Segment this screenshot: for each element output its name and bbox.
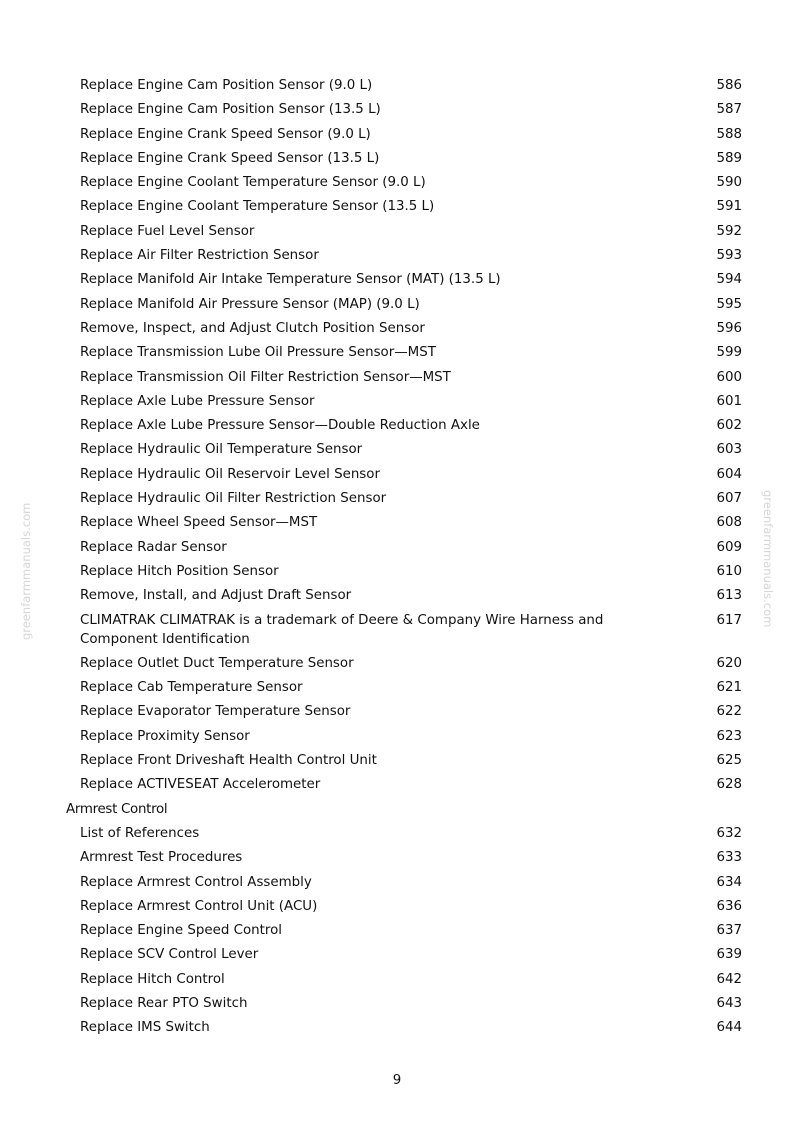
toc-entry[interactable] [0, 727, 794, 746]
toc-entry[interactable] [0, 562, 794, 581]
watermark-left: greenfarmmanuals.com [19, 502, 33, 640]
toc-entry[interactable] [0, 970, 794, 989]
entry-page-number: 589 [716, 150, 742, 166]
toc-entry[interactable] [0, 343, 794, 362]
toc-entry[interactable] [0, 611, 794, 649]
entry-page-number: 596 [716, 320, 742, 336]
toc-entry[interactable] [0, 368, 794, 387]
entry-title: Replace Front Driveshaft Health Control Unit [80, 753, 377, 769]
entry-page-number: 601 [716, 393, 742, 409]
toc-entry[interactable] [0, 921, 794, 940]
entry-title: List of References [80, 825, 200, 841]
entry-page-number: 643 [716, 995, 742, 1011]
entry-page-number: 634 [716, 874, 742, 890]
entry-page-number: 622 [716, 704, 742, 720]
toc-entry[interactable] [0, 149, 794, 168]
toc-entry[interactable] [0, 538, 794, 557]
entry-title: Replace Axle Lube Pressure Sensor—Double Reduction Axle [80, 418, 480, 434]
entry-title: Replace Manifold Air Pressure Sensor (MAP) (9.0 L) [80, 296, 420, 312]
entry-title: Replace IMS Switch [80, 1020, 210, 1036]
section-title: Armrest Control [66, 801, 168, 817]
toc-entry[interactable] [0, 678, 794, 697]
entry-title: Replace Hydraulic Oil Temperature Sensor [80, 442, 363, 458]
toc-entry[interactable] [0, 775, 794, 794]
toc-section-heading [0, 800, 794, 819]
entry-page-number: 602 [716, 418, 742, 434]
entry-page-number: 608 [716, 515, 742, 531]
entry-page-number: 610 [716, 563, 742, 579]
entry-title: Replace Hydraulic Oil Filter Restriction Sensor [80, 491, 387, 507]
entry-page-number: 636 [716, 898, 742, 914]
entry-page-number: 595 [716, 296, 742, 312]
toc-entry[interactable] [0, 873, 794, 892]
toc-entry[interactable] [0, 270, 794, 289]
entry-page-number: 617 [716, 612, 742, 628]
toc-entry[interactable] [0, 702, 794, 721]
entry-title: Replace Transmission Lube Oil Pressure Sensor—MST [80, 345, 436, 361]
entry-title: Replace Hitch Control [80, 971, 225, 987]
toc-entry[interactable] [0, 513, 794, 532]
entry-page-number: 639 [716, 947, 742, 963]
entry-page-number: 625 [716, 753, 742, 769]
entry-title: Replace Hydraulic Oil Reservoir Level Sensor [80, 466, 380, 482]
entry-page-number: 633 [716, 850, 742, 866]
entry-title: Replace Axle Lube Pressure Sensor [80, 393, 315, 409]
entry-page-number: 593 [716, 248, 742, 264]
entry-title: Replace Engine Cam Position Sensor (13.5 L) [80, 102, 381, 118]
toc-entry[interactable] [0, 173, 794, 192]
entry-page-number: 600 [716, 369, 742, 385]
entry-title: Replace Fuel Level Sensor [80, 223, 255, 239]
entry-title: Replace Engine Coolant Temperature Sensor (9.0 L) [80, 175, 426, 191]
entry-page-number: 642 [716, 971, 742, 987]
entry-title: Replace ACTIVESEAT Accelerometer [80, 777, 321, 793]
entry-page-number: 586 [716, 78, 742, 93]
entry-title: Replace Armrest Control Assembly [80, 874, 312, 890]
entry-title: Replace Radar Sensor [80, 539, 227, 555]
entry-title: Replace SCV Control Lever [80, 947, 259, 963]
toc-entry[interactable] [0, 586, 794, 605]
entry-page-number: 632 [716, 825, 742, 841]
entry-title: Replace Engine Coolant Temperature Sensor (13.5 L) [80, 199, 435, 215]
entry-page-number: 599 [716, 345, 742, 361]
toc-entry[interactable] [0, 440, 794, 459]
entry-title: Replace Air Filter Restriction Sensor [80, 248, 319, 264]
entry-page-number: 603 [716, 442, 742, 458]
entry-page-number: 620 [716, 655, 742, 671]
entry-page-number: 628 [716, 777, 742, 793]
entry-page-number: 607 [716, 491, 742, 507]
toc-entry[interactable] [0, 222, 794, 241]
entry-title: Replace Engine Crank Speed Sensor (9.0 L) [80, 126, 371, 142]
entry-page-number: 609 [716, 539, 742, 555]
entry-title: Replace Transmission Oil Filter Restriction Sensor—MST [80, 369, 451, 385]
watermark-right: greenfarmmanuals.com [761, 490, 775, 628]
entry-title: Replace Outlet Duct Temperature Sensor [80, 655, 354, 671]
toc-entry[interactable] [0, 416, 794, 435]
entry-title: Replace Cab Temperature Sensor [80, 680, 303, 696]
entry-title: Replace Wheel Speed Sensor—MST [80, 515, 318, 531]
entry-title: Replace Proximity Sensor [80, 728, 250, 744]
entry-page-number: 594 [716, 272, 742, 288]
entry-title: Replace Hitch Position Sensor [80, 563, 279, 579]
entry-page-number: 623 [716, 728, 742, 744]
entry-page-number: 591 [716, 199, 742, 215]
entry-title: Armrest Test Procedures [80, 850, 243, 866]
entry-title: Replace Engine Speed Control [80, 923, 283, 939]
entry-title: Replace Rear PTO Switch [80, 995, 248, 1011]
toc-entry[interactable] [0, 654, 794, 673]
toc-entry[interactable] [0, 100, 794, 119]
entry-page-number: 590 [716, 175, 742, 191]
page-number: 9 [392, 1073, 402, 1088]
entry-page-number: 621 [716, 680, 742, 696]
toc-entry[interactable] [0, 392, 794, 411]
toc-entry[interactable] [0, 246, 794, 265]
entry-title: Replace Engine Cam Position Sensor (9.0 L) [80, 78, 373, 93]
toc-entry[interactable] [0, 125, 794, 144]
entry-title: Replace Manifold Air Intake Temperature Sensor (MAT) (13.5 L) [80, 272, 501, 288]
entry-page-number: 588 [716, 126, 742, 142]
toc-entry[interactable] [0, 319, 794, 338]
entry-title: Replace Evaporator Temperature Sensor [80, 704, 351, 720]
toc-entry[interactable] [0, 295, 794, 314]
toc-entry[interactable] [0, 76, 794, 95]
entry-page-number: 604 [716, 466, 742, 482]
entry-page-number: 587 [716, 102, 742, 118]
toc-entry[interactable] [0, 945, 794, 964]
toc-entry[interactable] [0, 848, 794, 867]
toc-entry[interactable] [0, 197, 794, 216]
toc-entry[interactable] [0, 897, 794, 916]
toc-entry[interactable] [0, 489, 794, 508]
toc-entry[interactable] [0, 824, 794, 843]
toc-entry[interactable] [0, 1018, 794, 1037]
entry-title: Remove, Inspect, and Adjust Clutch Position Sensor [80, 320, 425, 336]
entry-page-number: 644 [716, 1020, 742, 1036]
toc-entry[interactable] [0, 465, 794, 484]
entry-title: Remove, Install, and Adjust Draft Sensor [80, 588, 352, 604]
entry-title: CLIMATRAK CLIMATRAK is a trademark of Deere & Company Wire Harness and Component Identification [80, 612, 604, 647]
entry-title: Replace Engine Crank Speed Sensor (13.5 L) [80, 150, 380, 166]
entry-title: Replace Armrest Control Unit (ACU) [80, 898, 318, 914]
entry-page-number: 592 [716, 223, 742, 239]
entry-page-number: 637 [716, 923, 742, 939]
table-of-contents [0, 76, 794, 1043]
toc-entry[interactable] [0, 751, 794, 770]
toc-entry[interactable] [0, 994, 794, 1013]
entry-page-number: 613 [716, 588, 742, 604]
